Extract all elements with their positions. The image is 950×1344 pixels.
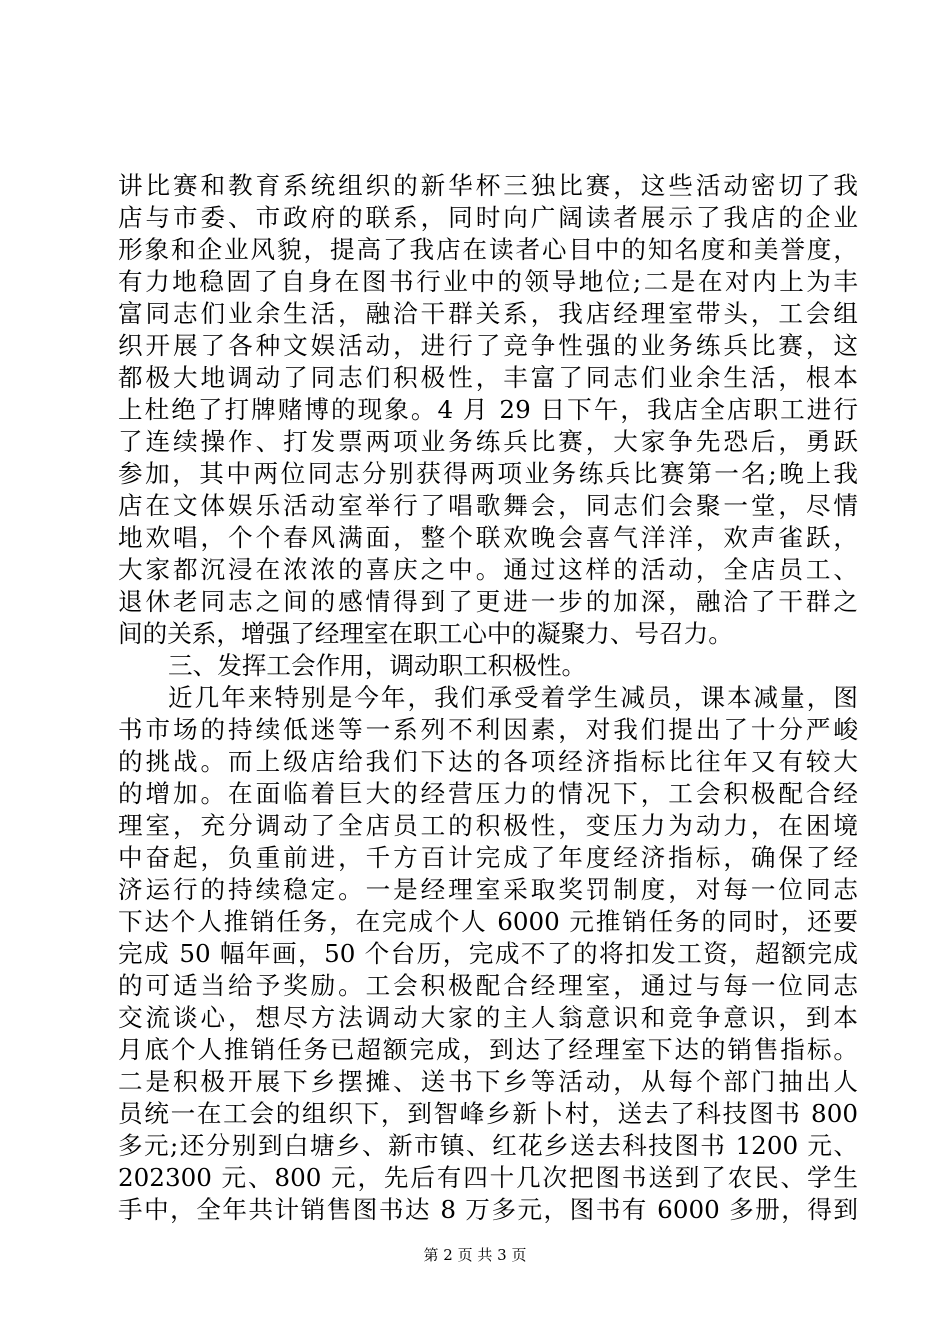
text-line: 多元;还分别到白塘乡、新市镇、红花乡送去科技图书 1200 元、 (118, 1131, 858, 1160)
text-line: 都极大地调动了同志们积极性，丰富了同志们业余生活，根本 (118, 363, 858, 392)
text-line: 的挑战。而上级店给我们下达的各项经济指标比往年又有较大 (118, 747, 858, 776)
text-line: 讲比赛和教育系统组织的新华杯三独比赛，这些活动密切了我 (118, 171, 858, 200)
text-line: 参加，其中两位同志分别获得两项业务练兵比赛第一名;晚上我 (118, 459, 858, 488)
text-line: 书市场的持续低迷等一系列不利因素，对我们提出了十分严峻 (118, 715, 858, 744)
page-number-label: 第 2 页 共 3 页 (423, 1246, 527, 1264)
text-line: 近几年来特别是今年，我们承受着学生减员，课本减量，图 (168, 683, 858, 712)
text-line: 交流谈心，想尽方法调动大家的主人翁意识和竞争意识，到本 (118, 1003, 858, 1032)
text-line: 完成 50 幅年画，50 个台历，完成不了的将扣发工资，超额完成 (118, 939, 858, 968)
text-line: 富同志们业余生活，融洽干群关系，我店经理室带头，工会组 (118, 299, 858, 328)
text-line: 上杜绝了打牌赌博的现象。4 月 29 日下午，我店全店职工进行 (118, 395, 858, 424)
text-line: 二是积极开展下乡摆摊、送书下乡等活动，从每个部门抽出人 (118, 1067, 858, 1096)
text-line: 间的关系，增强了经理室在职工心中的凝聚力、号召力。 (118, 619, 733, 648)
section-heading: 三、发挥工会作用，调动职工积极性。 (168, 651, 587, 680)
text-line: 的增加。在面临着巨大的经营压力的情况下，工会积极配合经 (118, 779, 858, 808)
text-line: 下达个人推销任务，在完成个人 6000 元推销任务的同时，还要 (118, 907, 858, 936)
text-line: 月底个人推销任务已超额完成，到达了经理室下达的销售指标。 (118, 1035, 858, 1064)
text-line: 店在文体娱乐活动室举行了唱歌舞会，同志们会聚一堂，尽情 (118, 491, 858, 520)
text-line: 织开展了各种文娱活动，进行了竞争性强的业务练兵比赛，这 (118, 331, 858, 360)
text-line: 了连续操作、打发票两项业务练兵比赛，大家争先恐后，勇跃 (118, 427, 858, 456)
text-line: 202300 元、800 元，先后有四十几次把图书送到了农民、学生 (118, 1163, 858, 1192)
text-line: 的可适当给予奖励。工会积极配合经理室，通过与每一位同志 (118, 971, 858, 1000)
text-line: 地欢唱，个个春风满面，整个联欢晚会喜气洋洋，欢声雀跃， (118, 523, 858, 552)
text-line: 理室，充分调动了全店员工的积极性，变压力为动力，在困境 (118, 811, 858, 840)
page-footer (0, 1245, 950, 1265)
text-line: 退休老同志之间的感情得到了更进一步的加深，融洽了干群之 (118, 587, 858, 616)
text-line: 员统一在工会的组织下，到智峰乡新卜村，送去了科技图书 800 (118, 1099, 858, 1128)
text-line: 店与市委、市政府的联系，同时向广阔读者展示了我店的企业 (118, 203, 858, 232)
text-line: 形象和企业风貌，提高了我店在读者心目中的知名度和美誉度， (118, 235, 858, 264)
text-line: 有力地稳固了自身在图书行业中的领导地位;二是在对内上为丰 (118, 267, 858, 296)
text-line: 手中，全年共计销售图书达 8 万多元，图书有 6000 多册，得到 (118, 1195, 858, 1224)
text-line: 中奋起，负重前进，千方百计完成了年度经济指标，确保了经 (118, 843, 858, 872)
body-text (118, 170, 858, 1226)
text-line: 济运行的持续稳定。一是经理室采取奖罚制度，对每一位同志 (118, 875, 858, 904)
text-line: 大家都沉浸在浓浓的喜庆之中。通过这样的活动，全店员工、 (118, 555, 858, 584)
